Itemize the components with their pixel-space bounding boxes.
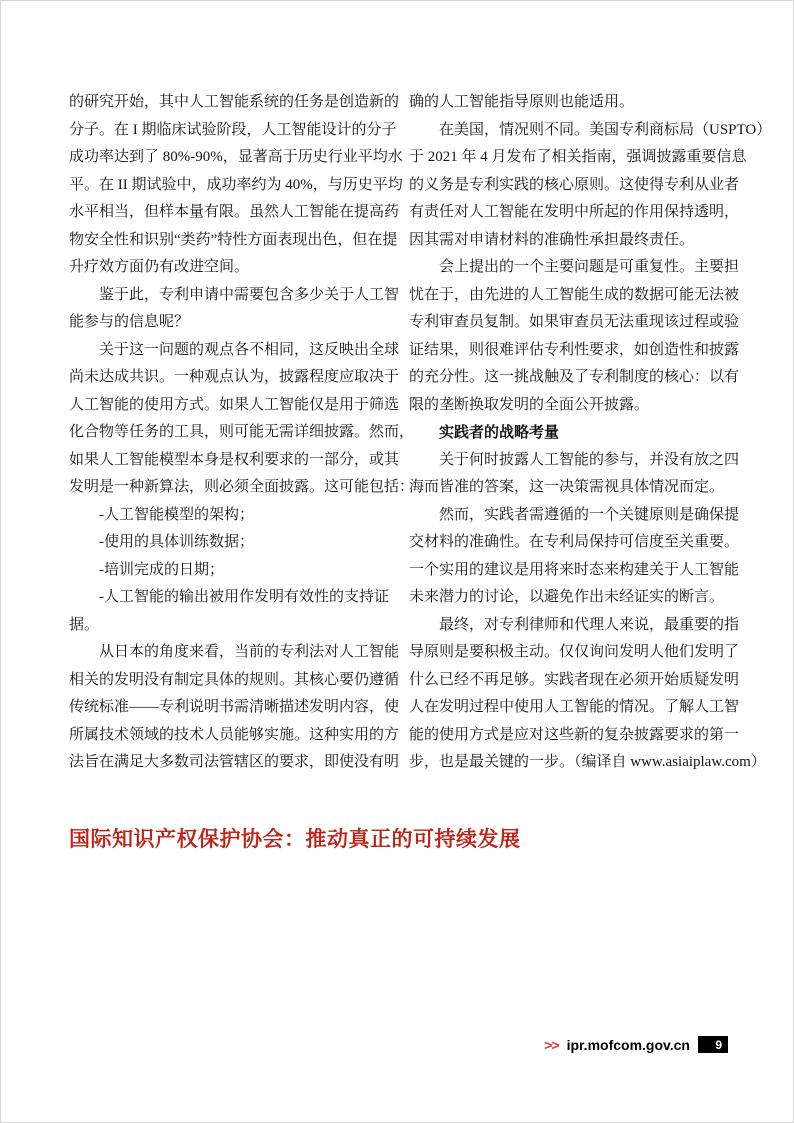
text-line: 尚未达成共识。一种观点认为，披露程度应取决于 <box>69 369 400 385</box>
text-line: 相关的发明没有制定具体的规则。其核心要仍遵循 <box>69 671 400 688</box>
text-line: 因其需对申请材料的准确性承担最终责任。 <box>409 231 695 248</box>
text-line: 关于这一问题的观点各不相同，这反映出全球 <box>69 341 400 358</box>
text-line: 传统标准——专利说明书需清晰描述发明内容，使 <box>69 699 400 715</box>
text-line: 如果人工智能模型本身是权利要求的一部分，或其 <box>69 451 400 468</box>
text-line: 成功率达到了 80%-90%，显著高于历史行业平均水 <box>69 149 403 165</box>
text-line: -人工智能的输出被用作发明有效性的支持证 <box>69 589 389 605</box>
text-line: -培训完成的日期； <box>69 561 224 578</box>
text-line: 专利审查员复制。如果审查员无法重现该过程或验 <box>409 314 740 330</box>
text-line: 证结果，则很难评估专利性要求，如创造性和披露 <box>409 341 740 358</box>
article-column-left <box>69 89 415 777</box>
text-line: 确的人工智能指导原则也能适用。 <box>409 94 635 110</box>
text-line: 步，也是最关键的一步。（编译自 www.asiaiplaw.com） <box>409 754 766 770</box>
text-line: 在美国，情况则不同。美国专利商标局（USPTO） <box>409 121 772 138</box>
text-line: 交材料的准确性。在专利局保持可信度至关重要。 <box>409 534 740 550</box>
text-line: 然而，实践者需遵循的一个关键原则是确保提 <box>409 506 740 523</box>
text-line: 未来潜力的讨论，以避免作出未经证实的断言。 <box>409 589 725 605</box>
text-line: 从日本的角度来看，当前的专利法对人工智能 <box>69 644 400 660</box>
text-line: 一个实用的建议是用将来时态来构建关于人工智能 <box>409 561 740 578</box>
text-line: 的义务是专利实践的核心原则。这使得专利从业者 <box>409 176 740 193</box>
text-line: 水平相当，但样本量有限。虽然人工智能在提高药 <box>69 204 400 220</box>
text-line: 鉴于此，专利申请中需要包含多少关于人工智 <box>69 286 400 303</box>
right-column-lower-text <box>409 447 766 777</box>
text-line: 海而皆准的答案，这一决策需视具体情况而定。 <box>409 479 725 495</box>
text-line: 什么已经不再足够。实践者现在必须开始质疑发明 <box>409 671 740 688</box>
page-number: 9 <box>715 1037 722 1052</box>
text-line: 能参与的信息呢？ <box>69 314 190 330</box>
practitioner-strategy-subheading: 实践者的战略考量 <box>439 424 560 441</box>
text-line: 的研究开始，其中人工智能系统的任务是创造新的 <box>69 94 400 110</box>
text-line: -使用的具体训练数据； <box>69 534 254 550</box>
text-line: 的充分性。这一挑战触及了专利制度的核心：以有 <box>409 369 740 385</box>
text-line: 于 2021 年 4 月发布了相关指南，强调披露重要信息 <box>409 149 747 165</box>
text-line: -人工智能模型的架构； <box>69 506 254 523</box>
text-line: 人在发明过程中使用人工智能的情况。了解人工智 <box>409 699 740 715</box>
text-line: 法旨在满足大多数司法管辖区的要求，即使没有明 <box>69 754 400 770</box>
text-line: 平。在 II 期试验中，成功率约为 40%，与历史平均 <box>69 176 403 193</box>
article-column-right <box>409 89 772 777</box>
text-line: 发明是一种新算法，则必须全面披露。这可能包括： <box>69 479 415 495</box>
text-line: 限的垄断换取发明的全面公开披露。 <box>409 396 650 413</box>
text-line: 分子。在 I 期临床试验阶段，人工智能设计的分子 <box>69 121 397 138</box>
page-footer <box>1 1036 728 1053</box>
text-line: 关于何时披露人工智能的参与，并没有放之四 <box>409 451 740 468</box>
article-body <box>69 89 772 777</box>
text-line: 最终，对专利律师和代理人来说，最重要的指 <box>409 616 740 633</box>
text-line: 会上提出的一个主要问题是可重复性。主要担 <box>409 259 740 275</box>
text-line: 忧在于，由先进的人工智能生成的数据可能无法被 <box>409 286 740 303</box>
text-line: 据。 <box>69 616 100 633</box>
text-line: 导原则是要积极主动。仅仅询问发明人他们发明了 <box>409 644 740 660</box>
text-line: 有责任对人工智能在发明中所起的作用保持透明， <box>409 204 740 220</box>
page-number-badge <box>698 1036 728 1053</box>
text-line: 能的使用方式是应对这些新的复杂披露要求的第一 <box>409 726 740 743</box>
text-line: 人工智能的使用方式。如果人工智能仅是用于筛选 <box>69 396 400 413</box>
text-line: 物安全性和识别“类药”特性方面表现出色，但在提 <box>69 231 398 248</box>
next-article-section-title: 国际知识产权保护协会：推动真正的可持续发展 <box>69 828 521 851</box>
double-chevron-icon: >> <box>544 1036 559 1053</box>
text-line: 升疗效方面仍有改进空间。 <box>69 259 250 275</box>
right-column-upper-text <box>409 89 772 419</box>
text-line: 所属技术领域的技术人员能够实施。这种实用的方 <box>69 726 400 743</box>
text-line: 化合物等任务的工具，则可能无需详细披露。然而， <box>69 424 415 440</box>
footer-site-url: ipr.mofcom.gov.cn <box>566 1036 690 1053</box>
